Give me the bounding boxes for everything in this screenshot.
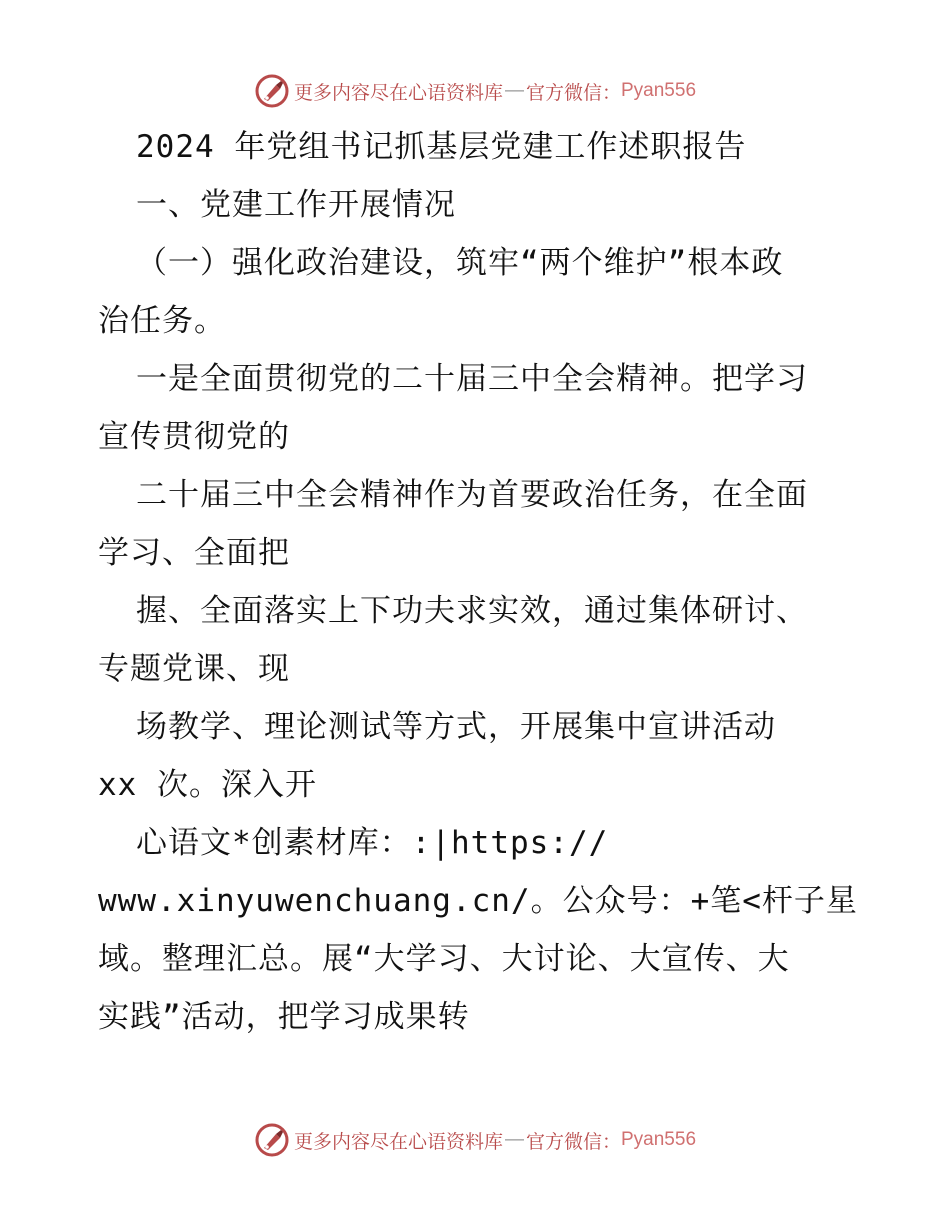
paragraph-line: 场教学、理论测试等方式，开展集中宣讲活动 — [136, 709, 776, 745]
paragraph-line: 实践”活动，把学习成果转 — [98, 999, 470, 1035]
section-heading: 一、党建工作开展情况 — [136, 187, 456, 223]
paragraph-line: 一是全面贯彻党的二十届三中全会精神。把学习 — [136, 361, 808, 397]
document-title: 2024 年党组书记抓基层党建工作述职报告 — [136, 129, 747, 165]
watermark-text: 更多内容尽在心语资料库 — [293, 82, 503, 104]
watermark-label: 官方微信： — [525, 1131, 621, 1153]
paragraph-line: 二十届三中全会精神作为首要政治任务，在全面 — [136, 477, 808, 513]
paragraph-line: 专题党课、现 — [98, 651, 290, 687]
watermark-separator: — — [504, 1129, 524, 1150]
watermark-handle: Pyan556 — [621, 80, 697, 101]
paragraph-line: 握、全面落实上下功夫求实效，通过集体研讨、 — [136, 593, 808, 629]
header-watermark — [0, 71, 950, 111]
paragraph-line: 心语文*创素材库：:|https:// — [136, 825, 609, 861]
pen-nib-logo-icon — [254, 73, 290, 109]
footer-watermark — [0, 1120, 950, 1160]
watermark-handle: Pyan556 — [621, 1129, 697, 1150]
subsection-heading-cont: 治任务。 — [98, 303, 226, 339]
paragraph-line: 学习、全面把 — [98, 535, 290, 571]
watermark-label: 官方微信： — [525, 82, 621, 104]
paragraph-line: www.xinyuwenchuang.cn/。公众号：+笔<杆子星 — [98, 883, 858, 919]
watermark-text: 更多内容尽在心语资料库 — [293, 1131, 503, 1153]
watermark-separator: — — [504, 80, 524, 101]
pen-nib-logo-icon — [254, 1122, 290, 1158]
paragraph-line: 域。整理汇总。展“大学习、大讨论、大宣传、大 — [98, 941, 790, 977]
paragraph-line: xx 次。深入开 — [98, 767, 317, 803]
paragraph-line: 宣传贯彻党的 — [98, 419, 290, 455]
document-body — [98, 118, 858, 1046]
subsection-heading: （一）强化政治建设，筑牢“两个维护”根本政 — [136, 245, 784, 281]
